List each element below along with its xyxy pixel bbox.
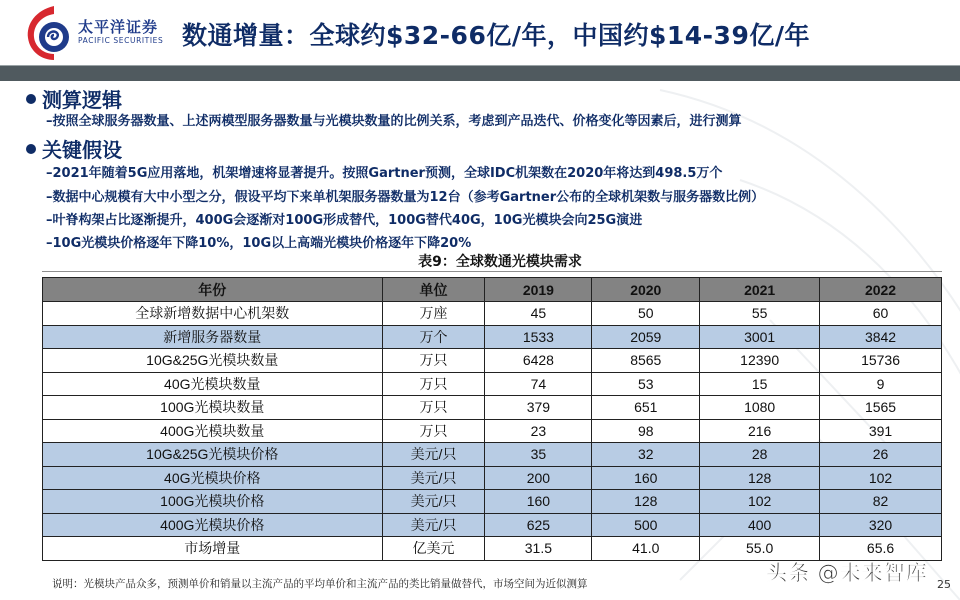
row-value: 74	[485, 372, 592, 396]
header-2020: 2020	[592, 278, 700, 302]
header-divider-bar	[0, 65, 960, 81]
logo-text	[78, 18, 163, 46]
row-value: 379	[485, 396, 592, 420]
section-heading-key-assumptions	[26, 134, 122, 163]
page-title: 数通增量：全球约$32-66亿/年，中国约$14-39亿/年	[182, 21, 810, 50]
row-label: 400G光模块价格	[43, 513, 383, 537]
row-value: 8565	[592, 349, 700, 373]
logo-cn: 太平洋证券	[78, 18, 159, 36]
header-year: 年份	[43, 278, 383, 302]
row-label: 10G&25G光模块价格	[43, 443, 383, 467]
row-value: 3001	[700, 325, 820, 349]
row-label: 100G光模块价格	[43, 490, 383, 514]
row-label: 40G光模块价格	[43, 466, 383, 490]
table-row	[43, 325, 942, 349]
row-value: 15736	[820, 349, 942, 373]
row-unit: 万座	[382, 302, 485, 326]
table-header-row	[43, 278, 942, 302]
row-unit: 万只	[382, 419, 485, 443]
assumption-item: –2021年随着5G应用落地，机架增速将显著提升。按照Gartner预测，全球IDC机架数在2020年将达到498.5万个	[46, 166, 723, 181]
table-row	[43, 349, 942, 373]
section-heading-text: 关键假设	[42, 138, 122, 162]
calc-logic-item: –按照全球服务器数量、上述两模型服务器数量与光模块数量的比例关系，考虑到产品迭代、价格变化等因素后，进行测算	[46, 114, 742, 129]
row-value: 1533	[485, 325, 592, 349]
table-row	[43, 419, 942, 443]
row-value: 55	[700, 302, 820, 326]
row-label: 400G光模块数量	[43, 419, 383, 443]
row-unit: 美元/只	[382, 513, 485, 537]
watermark: 头条 @未来智库	[766, 561, 928, 585]
row-value: 651	[592, 396, 700, 420]
table-row	[43, 302, 942, 326]
row-value: 625	[485, 513, 592, 537]
row-value: 1565	[820, 396, 942, 420]
slide-header	[0, 0, 960, 65]
assumption-item: –叶脊构架占比逐渐提升，400G会逐渐对100G形成替代，100G替代40G，10G光模块会向25G演进	[46, 213, 643, 228]
row-value: 400	[700, 513, 820, 537]
table-caption: 表9：全球数通光模块需求	[418, 254, 582, 270]
row-label: 新增服务器数量	[43, 325, 383, 349]
section-heading-calc-logic	[26, 84, 122, 113]
row-value: 60	[820, 302, 942, 326]
row-value: 1080	[700, 396, 820, 420]
row-label: 市场增量	[43, 537, 383, 561]
row-label: 10G&25G光模块数量	[43, 349, 383, 373]
row-value: 41.0	[592, 537, 700, 561]
footnote: 说明：光模块产品众多，预测单价和销量以主流产品的平均单价和主流产品的类比销量做替代，市场空间为近似测算	[52, 578, 588, 590]
row-value: 26	[820, 443, 942, 467]
row-value: 23	[485, 419, 592, 443]
row-value: 9	[820, 372, 942, 396]
row-value: 320	[820, 513, 942, 537]
row-value: 15	[700, 372, 820, 396]
pacific-securities-logo-icon	[24, 4, 76, 62]
row-value: 160	[592, 466, 700, 490]
logo-en: PACIFIC SECURITIES	[78, 36, 164, 45]
row-unit: 万只	[382, 372, 485, 396]
bullet-icon	[26, 144, 36, 154]
row-value: 160	[485, 490, 592, 514]
section-heading-text: 测算逻辑	[42, 88, 122, 112]
row-value: 12390	[700, 349, 820, 373]
assumption-item: –数据中心规模有大中小型之分，假设平均下来单机架服务器数量为12台（参考Gartner公布的全球机架数与服务器数比例）	[46, 190, 765, 205]
assumption-item: –10G光模块价格逐年下降10%，10G以上高端光模块价格逐年下降20%	[46, 236, 472, 251]
row-value: 391	[820, 419, 942, 443]
row-label: 100G光模块数量	[43, 396, 383, 420]
table-row	[43, 490, 942, 514]
row-value: 55.0	[700, 537, 820, 561]
row-unit: 美元/只	[382, 443, 485, 467]
row-value: 128	[592, 490, 700, 514]
row-value: 102	[820, 466, 942, 490]
row-label: 40G光模块数量	[43, 372, 383, 396]
header-2022: 2022	[820, 278, 942, 302]
row-unit: 万个	[382, 325, 485, 349]
row-value: 3842	[820, 325, 942, 349]
row-value: 6428	[485, 349, 592, 373]
row-value: 102	[700, 490, 820, 514]
page-number: 25	[937, 578, 951, 591]
header-2019: 2019	[485, 278, 592, 302]
row-unit: 万只	[382, 396, 485, 420]
row-value: 35	[485, 443, 592, 467]
row-value: 98	[592, 419, 700, 443]
caption-divider	[42, 271, 942, 272]
row-label: 全球新增数据中心机架数	[43, 302, 383, 326]
row-unit: 美元/只	[382, 466, 485, 490]
table-row	[43, 396, 942, 420]
optical-module-demand-table	[42, 277, 942, 561]
row-value: 32	[592, 443, 700, 467]
row-value: 65.6	[820, 537, 942, 561]
header-unit: 单位	[382, 278, 485, 302]
table-row	[43, 443, 942, 467]
bullet-icon	[26, 94, 36, 104]
table-row	[43, 466, 942, 490]
row-unit: 美元/只	[382, 490, 485, 514]
row-value: 216	[700, 419, 820, 443]
row-value: 31.5	[485, 537, 592, 561]
row-value: 82	[820, 490, 942, 514]
row-value: 50	[592, 302, 700, 326]
row-value: 45	[485, 302, 592, 326]
row-value: 500	[592, 513, 700, 537]
row-value: 2059	[592, 325, 700, 349]
table-row	[43, 513, 942, 537]
row-unit: 亿美元	[382, 537, 485, 561]
row-value: 200	[485, 466, 592, 490]
row-unit: 万只	[382, 349, 485, 373]
header-2021: 2021	[700, 278, 820, 302]
row-value: 53	[592, 372, 700, 396]
table-row	[43, 372, 942, 396]
row-value: 28	[700, 443, 820, 467]
row-value: 128	[700, 466, 820, 490]
